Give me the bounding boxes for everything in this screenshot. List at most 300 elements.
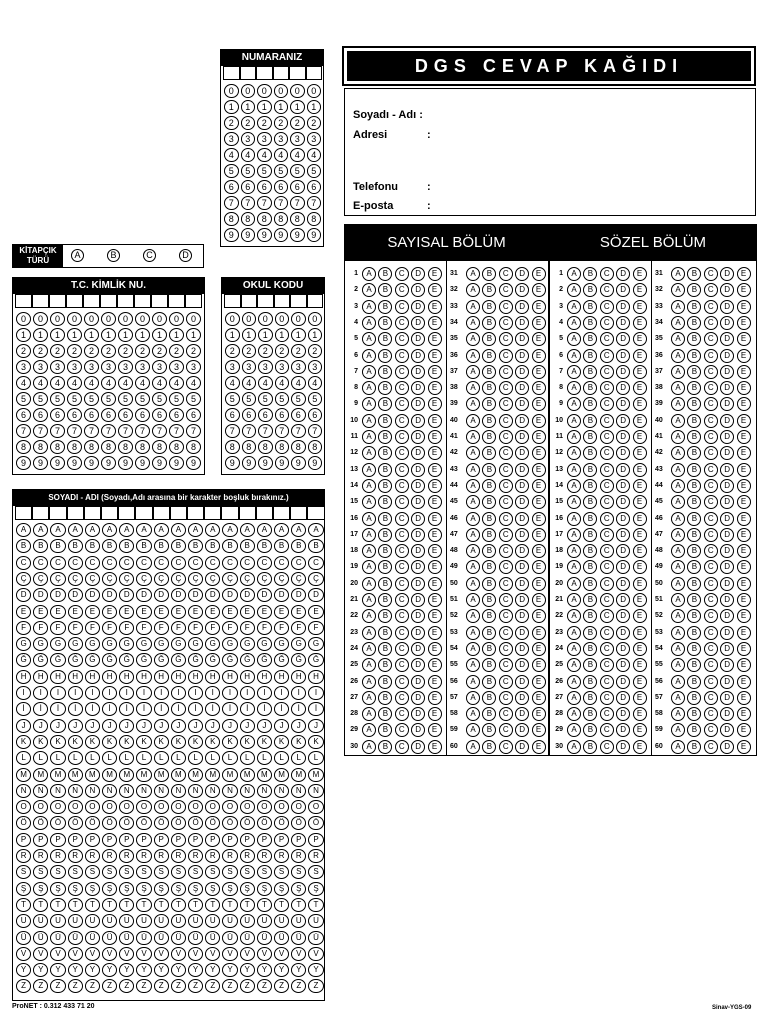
soyadi-letter-bubble[interactable]: B	[50, 539, 65, 553]
answer-bubble-a[interactable]: A	[362, 414, 376, 428]
tc-digit-bubble[interactable]: 9	[16, 456, 31, 470]
answer-bubble-c[interactable]: C	[704, 332, 718, 346]
numaraniz-digit-bubble[interactable]: 6	[241, 180, 256, 194]
soyadi-letter-bubble[interactable]: Ç	[154, 572, 169, 586]
answer-bubble-d[interactable]: D	[720, 430, 734, 444]
soyadi-letter-bubble[interactable]: Ş	[171, 882, 186, 896]
numaraniz-digit-bubble[interactable]: 3	[307, 132, 322, 146]
answer-bubble-b[interactable]: B	[687, 283, 701, 297]
answer-bubble-c[interactable]: C	[395, 723, 409, 737]
answer-bubble-b[interactable]: B	[482, 609, 496, 623]
answer-bubble-e[interactable]: E	[532, 479, 546, 493]
okul-digit-bubble[interactable]: 7	[308, 424, 323, 438]
tc-digit-bubble[interactable]: 3	[135, 360, 150, 374]
answer-bubble-e[interactable]: E	[737, 609, 751, 623]
answer-bubble-c[interactable]: C	[395, 349, 409, 363]
answer-bubble-d[interactable]: D	[515, 593, 529, 607]
soyadi-letter-bubble[interactable]: Z	[205, 979, 220, 993]
answer-bubble-a[interactable]: A	[362, 512, 376, 526]
soyadi-letter-bubble[interactable]: I	[50, 686, 65, 700]
soyadi-letter-bubble[interactable]: I	[188, 686, 203, 700]
answer-bubble-c[interactable]: C	[704, 300, 718, 314]
soyadi-letter-bubble[interactable]: P	[240, 833, 255, 847]
tc-digit-bubble[interactable]: 5	[84, 392, 99, 406]
soyadi-letter-bubble[interactable]: Ş	[257, 882, 272, 896]
answer-bubble-c[interactable]: C	[395, 316, 409, 330]
okul-digit-bubble[interactable]: 3	[242, 360, 257, 374]
soyadi-letter-bubble[interactable]: O	[16, 800, 31, 814]
soyadi-letter-bubble[interactable]: Ü	[16, 931, 31, 945]
answer-bubble-e[interactable]: E	[532, 593, 546, 607]
soyadi-letter-bubble[interactable]: F	[154, 621, 169, 635]
answer-bubble-a[interactable]: A	[567, 430, 581, 444]
answer-bubble-c[interactable]: C	[704, 642, 718, 656]
soyadi-letter-bubble[interactable]: V	[154, 947, 169, 961]
tc-digit-bubble[interactable]: 4	[50, 376, 65, 390]
answer-bubble-e[interactable]: E	[428, 300, 442, 314]
answer-bubble-a[interactable]: A	[362, 430, 376, 444]
tc-digit-bubble[interactable]: 4	[135, 376, 150, 390]
soyadi-letter-bubble[interactable]: E	[257, 605, 272, 619]
soyadi-letter-bubble[interactable]: R	[257, 849, 272, 863]
okul-digit-bubble[interactable]: 9	[308, 456, 323, 470]
tc-digit-bubble[interactable]: 6	[152, 408, 167, 422]
tc-digit-bubble[interactable]: 7	[169, 424, 184, 438]
answer-bubble-c[interactable]: C	[395, 626, 409, 640]
numaraniz-digit-bubble[interactable]: 6	[290, 180, 305, 194]
answer-bubble-a[interactable]: A	[567, 544, 581, 558]
answer-bubble-b[interactable]: B	[378, 300, 392, 314]
answer-bubble-a[interactable]: A	[671, 332, 685, 346]
soyadi-letter-bubble[interactable]: J	[171, 719, 186, 733]
soyadi-letter-bubble[interactable]: P	[222, 833, 237, 847]
tc-digit-bubble[interactable]: 6	[169, 408, 184, 422]
answer-bubble-e[interactable]: E	[737, 593, 751, 607]
answer-bubble-c[interactable]: C	[499, 300, 513, 314]
soyadi-letter-bubble[interactable]: G	[188, 637, 203, 651]
soyadi-letter-bubble[interactable]: M	[50, 768, 65, 782]
answer-bubble-b[interactable]: B	[378, 642, 392, 656]
soyadi-letter-bubble[interactable]: M	[171, 768, 186, 782]
answer-bubble-c[interactable]: C	[499, 479, 513, 493]
soyadi-letter-bubble[interactable]: G	[136, 637, 151, 651]
answer-bubble-c[interactable]: C	[600, 316, 614, 330]
okul-digit-bubble[interactable]: 6	[291, 408, 306, 422]
soyadi-letter-bubble[interactable]: İ	[154, 702, 169, 716]
soyadi-letter-bubble[interactable]: Ş	[68, 882, 83, 896]
soyadi-letter-bubble[interactable]: İ	[171, 702, 186, 716]
numaraniz-digit-bubble[interactable]: 9	[290, 228, 305, 242]
soyadi-letter-bubble[interactable]: J	[85, 719, 100, 733]
answer-bubble-a[interactable]: A	[362, 365, 376, 379]
answer-bubble-a[interactable]: A	[466, 528, 480, 542]
soyadi-letter-bubble[interactable]: C	[16, 556, 31, 570]
answer-bubble-e[interactable]: E	[737, 446, 751, 460]
soyadi-letter-bubble[interactable]: Ş	[102, 882, 117, 896]
answer-bubble-c[interactable]: C	[600, 381, 614, 395]
answer-bubble-a[interactable]: A	[466, 626, 480, 640]
soyadi-letter-bubble[interactable]: U	[291, 914, 306, 928]
soyadi-letter-bubble[interactable]: Y	[205, 963, 220, 977]
answer-bubble-d[interactable]: D	[616, 691, 630, 705]
numaraniz-digit-bubble[interactable]: 1	[257, 100, 272, 114]
answer-bubble-c[interactable]: C	[395, 381, 409, 395]
answer-bubble-d[interactable]: D	[616, 675, 630, 689]
okul-write-box[interactable]	[274, 294, 291, 308]
soyadi-letter-bubble[interactable]: C	[188, 556, 203, 570]
numaraniz-write-box[interactable]	[273, 66, 290, 80]
soyadi-letter-bubble[interactable]: Ç	[33, 572, 48, 586]
soyadi-letter-bubble[interactable]: C	[205, 556, 220, 570]
soyadi-letter-bubble[interactable]: Ç	[257, 572, 272, 586]
answer-bubble-b[interactable]: B	[687, 544, 701, 558]
okul-digit-bubble[interactable]: 1	[242, 328, 257, 342]
soyadi-write-box[interactable]	[49, 506, 66, 520]
answer-bubble-c[interactable]: C	[600, 479, 614, 493]
soyadi-letter-bubble[interactable]: C	[136, 556, 151, 570]
soyadi-letter-bubble[interactable]: R	[274, 849, 289, 863]
answer-bubble-a[interactable]: A	[362, 740, 376, 754]
answer-bubble-e[interactable]: E	[428, 414, 442, 428]
soyadi-letter-bubble[interactable]: Ğ	[50, 653, 65, 667]
okul-digit-bubble[interactable]: 2	[258, 344, 273, 358]
soyadi-letter-bubble[interactable]: Y	[16, 963, 31, 977]
soyadi-letter-bubble[interactable]: F	[188, 621, 203, 635]
soyadi-letter-bubble[interactable]: Ö	[274, 816, 289, 830]
soyadi-letter-bubble[interactable]: İ	[222, 702, 237, 716]
answer-bubble-c[interactable]: C	[600, 446, 614, 460]
tc-digit-bubble[interactable]: 6	[135, 408, 150, 422]
answer-bubble-c[interactable]: C	[600, 609, 614, 623]
answer-bubble-d[interactable]: D	[720, 740, 734, 754]
answer-bubble-b[interactable]: B	[482, 267, 496, 281]
tc-digit-bubble[interactable]: 5	[118, 392, 133, 406]
tc-digit-bubble[interactable]: 0	[67, 312, 82, 326]
soyadi-letter-bubble[interactable]: K	[119, 735, 134, 749]
tc-digit-bubble[interactable]: 3	[33, 360, 48, 374]
soyadi-letter-bubble[interactable]: C	[154, 556, 169, 570]
soyadi-letter-bubble[interactable]: B	[274, 539, 289, 553]
answer-bubble-e[interactable]: E	[532, 316, 546, 330]
numaraniz-digit-bubble[interactable]: 2	[290, 116, 305, 130]
soyadi-letter-bubble[interactable]: B	[16, 539, 31, 553]
soyadi-letter-bubble[interactable]: Y	[50, 963, 65, 977]
answer-bubble-e[interactable]: E	[428, 397, 442, 411]
soyadi-letter-bubble[interactable]: Ğ	[68, 653, 83, 667]
answer-bubble-b[interactable]: B	[583, 512, 597, 526]
tc-digit-bubble[interactable]: 8	[84, 440, 99, 454]
tc-digit-bubble[interactable]: 7	[67, 424, 82, 438]
soyadi-letter-bubble[interactable]: N	[291, 784, 306, 798]
answer-bubble-c[interactable]: C	[499, 723, 513, 737]
soyadi-write-box[interactable]	[204, 506, 221, 520]
soyadi-letter-bubble[interactable]: S	[240, 865, 255, 879]
answer-bubble-b[interactable]: B	[482, 528, 496, 542]
answer-bubble-a[interactable]: A	[567, 560, 581, 574]
soyadi-letter-bubble[interactable]: H	[119, 670, 134, 684]
tc-digit-bubble[interactable]: 6	[118, 408, 133, 422]
numaraniz-digit-bubble[interactable]: 9	[241, 228, 256, 242]
soyadi-letter-bubble[interactable]: Ö	[222, 816, 237, 830]
answer-bubble-d[interactable]: D	[411, 381, 425, 395]
tc-digit-bubble[interactable]: 4	[169, 376, 184, 390]
soyadi-letter-bubble[interactable]: H	[274, 670, 289, 684]
answer-bubble-d[interactable]: D	[720, 365, 734, 379]
answer-bubble-a[interactable]: A	[567, 609, 581, 623]
soyadi-letter-bubble[interactable]: O	[171, 800, 186, 814]
answer-bubble-b[interactable]: B	[378, 446, 392, 460]
soyadi-letter-bubble[interactable]: Ş	[136, 882, 151, 896]
numaraniz-write-box[interactable]	[223, 66, 240, 80]
answer-bubble-e[interactable]: E	[633, 316, 647, 330]
answer-bubble-e[interactable]: E	[428, 283, 442, 297]
numaraniz-digit-bubble[interactable]: 2	[241, 116, 256, 130]
answer-bubble-c[interactable]: C	[395, 560, 409, 574]
soyadi-letter-bubble[interactable]: L	[16, 751, 31, 765]
answer-bubble-b[interactable]: B	[482, 283, 496, 297]
soyadi-letter-bubble[interactable]: Z	[102, 979, 117, 993]
answer-bubble-e[interactable]: E	[428, 381, 442, 395]
answer-bubble-c[interactable]: C	[499, 544, 513, 558]
soyadi-letter-bubble[interactable]: U	[240, 914, 255, 928]
soyadi-letter-bubble[interactable]: D	[102, 588, 117, 602]
okul-digit-bubble[interactable]: 9	[275, 456, 290, 470]
soyadi-letter-bubble[interactable]: Ö	[119, 816, 134, 830]
soyadi-letter-bubble[interactable]: A	[136, 523, 151, 537]
soyadi-letter-bubble[interactable]: N	[16, 784, 31, 798]
tc-write-box[interactable]	[83, 294, 100, 308]
answer-bubble-b[interactable]: B	[687, 267, 701, 281]
numaraniz-digit-bubble[interactable]: 0	[307, 84, 322, 98]
numaraniz-digit-bubble[interactable]: 5	[241, 164, 256, 178]
answer-bubble-c[interactable]: C	[704, 723, 718, 737]
answer-bubble-d[interactable]: D	[720, 316, 734, 330]
answer-bubble-e[interactable]: E	[532, 691, 546, 705]
soyadi-letter-bubble[interactable]: O	[68, 800, 83, 814]
soyadi-letter-bubble[interactable]: Ş	[33, 882, 48, 896]
answer-bubble-e[interactable]: E	[428, 691, 442, 705]
answer-bubble-a[interactable]: A	[671, 349, 685, 363]
soyadi-write-box[interactable]	[84, 506, 101, 520]
answer-bubble-b[interactable]: B	[378, 691, 392, 705]
answer-bubble-e[interactable]: E	[428, 593, 442, 607]
soyadi-letter-bubble[interactable]: Z	[308, 979, 323, 993]
tc-digit-bubble[interactable]: 1	[33, 328, 48, 342]
soyadi-letter-bubble[interactable]: R	[119, 849, 134, 863]
answer-bubble-c[interactable]: C	[704, 414, 718, 428]
answer-bubble-c[interactable]: C	[499, 332, 513, 346]
answer-bubble-e[interactable]: E	[737, 414, 751, 428]
soyadi-letter-bubble[interactable]: D	[274, 588, 289, 602]
answer-bubble-b[interactable]: B	[687, 577, 701, 591]
okul-digit-bubble[interactable]: 8	[225, 440, 240, 454]
answer-bubble-a[interactable]: A	[671, 609, 685, 623]
answer-bubble-d[interactable]: D	[411, 316, 425, 330]
answer-bubble-a[interactable]: A	[362, 463, 376, 477]
answer-bubble-d[interactable]: D	[515, 463, 529, 477]
tc-digit-bubble[interactable]: 0	[169, 312, 184, 326]
soyadi-letter-bubble[interactable]: K	[240, 735, 255, 749]
soyadi-letter-bubble[interactable]: Ö	[85, 816, 100, 830]
soyadi-letter-bubble[interactable]: Z	[291, 979, 306, 993]
answer-bubble-e[interactable]: E	[532, 463, 546, 477]
answer-bubble-b[interactable]: B	[583, 365, 597, 379]
answer-bubble-d[interactable]: D	[616, 283, 630, 297]
answer-bubble-d[interactable]: D	[515, 528, 529, 542]
answer-bubble-e[interactable]: E	[428, 365, 442, 379]
soyadi-letter-bubble[interactable]: Ü	[291, 931, 306, 945]
answer-bubble-c[interactable]: C	[704, 479, 718, 493]
answer-bubble-a[interactable]: A	[671, 316, 685, 330]
answer-bubble-c[interactable]: C	[499, 267, 513, 281]
answer-bubble-b[interactable]: B	[583, 707, 597, 721]
tc-write-box[interactable]	[151, 294, 168, 308]
tc-digit-bubble[interactable]: 2	[50, 344, 65, 358]
answer-bubble-c[interactable]: C	[704, 316, 718, 330]
answer-bubble-e[interactable]: E	[532, 740, 546, 754]
answer-bubble-c[interactable]: C	[600, 577, 614, 591]
answer-bubble-e[interactable]: E	[428, 316, 442, 330]
numaraniz-digit-bubble[interactable]: 4	[290, 148, 305, 162]
answer-bubble-b[interactable]: B	[482, 512, 496, 526]
soyadi-letter-bubble[interactable]: U	[33, 914, 48, 928]
answer-bubble-e[interactable]: E	[737, 675, 751, 689]
numaraniz-digit-bubble[interactable]: 3	[274, 132, 289, 146]
soyadi-letter-bubble[interactable]: G	[222, 637, 237, 651]
soyadi-letter-bubble[interactable]: F	[274, 621, 289, 635]
answer-bubble-b[interactable]: B	[482, 740, 496, 754]
numaraniz-digit-bubble[interactable]: 7	[274, 196, 289, 210]
answer-bubble-c[interactable]: C	[499, 381, 513, 395]
answer-bubble-b[interactable]: B	[378, 381, 392, 395]
soyadi-letter-bubble[interactable]: Y	[222, 963, 237, 977]
tc-digit-bubble[interactable]: 0	[135, 312, 150, 326]
answer-bubble-c[interactable]: C	[600, 365, 614, 379]
answer-bubble-d[interactable]: D	[515, 381, 529, 395]
answer-bubble-b[interactable]: B	[583, 414, 597, 428]
answer-bubble-b[interactable]: B	[687, 300, 701, 314]
soyadi-letter-bubble[interactable]: A	[291, 523, 306, 537]
soyadi-letter-bubble[interactable]: D	[188, 588, 203, 602]
answer-bubble-e[interactable]: E	[428, 446, 442, 460]
answer-bubble-c[interactable]: C	[704, 609, 718, 623]
answer-bubble-b[interactable]: B	[583, 479, 597, 493]
answer-bubble-b[interactable]: B	[378, 707, 392, 721]
soyadi-letter-bubble[interactable]: E	[154, 605, 169, 619]
soyadi-letter-bubble[interactable]: G	[291, 637, 306, 651]
answer-bubble-a[interactable]: A	[567, 479, 581, 493]
answer-bubble-d[interactable]: D	[616, 381, 630, 395]
soyadi-letter-bubble[interactable]: N	[171, 784, 186, 798]
soyadi-letter-bubble[interactable]: K	[16, 735, 31, 749]
answer-bubble-a[interactable]: A	[362, 675, 376, 689]
answer-bubble-b[interactable]: B	[482, 430, 496, 444]
answer-bubble-a[interactable]: A	[362, 283, 376, 297]
tc-digit-bubble[interactable]: 7	[118, 424, 133, 438]
answer-bubble-a[interactable]: A	[671, 479, 685, 493]
answer-bubble-d[interactable]: D	[411, 609, 425, 623]
soyadi-letter-bubble[interactable]: S	[33, 865, 48, 879]
answer-bubble-d[interactable]: D	[411, 544, 425, 558]
tc-digit-bubble[interactable]: 2	[67, 344, 82, 358]
soyadi-letter-bubble[interactable]: R	[154, 849, 169, 863]
answer-bubble-a[interactable]: A	[671, 544, 685, 558]
soyadi-letter-bubble[interactable]: H	[222, 670, 237, 684]
answer-bubble-b[interactable]: B	[482, 723, 496, 737]
numaraniz-digit-bubble[interactable]: 6	[307, 180, 322, 194]
numaraniz-digit-bubble[interactable]: 1	[274, 100, 289, 114]
tc-digit-bubble[interactable]: 5	[16, 392, 31, 406]
answer-bubble-d[interactable]: D	[616, 332, 630, 346]
soyadi-letter-bubble[interactable]: Ş	[119, 882, 134, 896]
tc-digit-bubble[interactable]: 8	[16, 440, 31, 454]
soyadi-letter-bubble[interactable]: O	[154, 800, 169, 814]
soyadi-letter-bubble[interactable]: I	[171, 686, 186, 700]
answer-bubble-c[interactable]: C	[704, 446, 718, 460]
soyadi-letter-bubble[interactable]: V	[119, 947, 134, 961]
soyadi-letter-bubble[interactable]: N	[68, 784, 83, 798]
answer-bubble-d[interactable]: D	[616, 560, 630, 574]
answer-bubble-a[interactable]: A	[362, 642, 376, 656]
tc-digit-bubble[interactable]: 6	[67, 408, 82, 422]
soyadi-letter-bubble[interactable]: V	[308, 947, 323, 961]
answer-bubble-a[interactable]: A	[362, 707, 376, 721]
answer-bubble-b[interactable]: B	[378, 414, 392, 428]
soyadi-letter-bubble[interactable]: K	[85, 735, 100, 749]
soyadi-letter-bubble[interactable]: O	[274, 800, 289, 814]
soyadi-letter-bubble[interactable]: I	[154, 686, 169, 700]
answer-bubble-b[interactable]: B	[687, 691, 701, 705]
tc-digit-bubble[interactable]: 9	[67, 456, 82, 470]
answer-bubble-d[interactable]: D	[616, 609, 630, 623]
answer-bubble-b[interactable]: B	[687, 707, 701, 721]
soyadi-letter-bubble[interactable]: U	[188, 914, 203, 928]
answer-bubble-c[interactable]: C	[600, 528, 614, 542]
soyadi-letter-bubble[interactable]: J	[222, 719, 237, 733]
soyadi-letter-bubble[interactable]: Y	[188, 963, 203, 977]
answer-bubble-e[interactable]: E	[428, 267, 442, 281]
answer-bubble-a[interactable]: A	[466, 642, 480, 656]
soyadi-letter-bubble[interactable]: L	[274, 751, 289, 765]
soyadi-letter-bubble[interactable]: M	[119, 768, 134, 782]
tc-digit-bubble[interactable]: 5	[101, 392, 116, 406]
numaraniz-digit-bubble[interactable]: 8	[241, 212, 256, 226]
tc-digit-bubble[interactable]: 2	[16, 344, 31, 358]
soyadi-letter-bubble[interactable]: Y	[171, 963, 186, 977]
answer-bubble-e[interactable]: E	[633, 593, 647, 607]
answer-bubble-e[interactable]: E	[737, 365, 751, 379]
soyadi-letter-bubble[interactable]: T	[257, 898, 272, 912]
answer-bubble-c[interactable]: C	[704, 577, 718, 591]
tc-digit-bubble[interactable]: 2	[135, 344, 150, 358]
tc-digit-bubble[interactable]: 2	[33, 344, 48, 358]
answer-bubble-d[interactable]: D	[720, 691, 734, 705]
soyadi-letter-bubble[interactable]: A	[50, 523, 65, 537]
soyadi-letter-bubble[interactable]: L	[68, 751, 83, 765]
soyadi-letter-bubble[interactable]: Ş	[188, 882, 203, 896]
answer-bubble-c[interactable]: C	[499, 691, 513, 705]
answer-bubble-e[interactable]: E	[737, 479, 751, 493]
soyadi-letter-bubble[interactable]: P	[50, 833, 65, 847]
numaraniz-digit-bubble[interactable]: 5	[257, 164, 272, 178]
soyadi-letter-bubble[interactable]: B	[102, 539, 117, 553]
soyadi-letter-bubble[interactable]: Z	[136, 979, 151, 993]
soyadi-letter-bubble[interactable]: S	[154, 865, 169, 879]
numaraniz-digit-bubble[interactable]: 3	[290, 132, 305, 146]
soyadi-letter-bubble[interactable]: N	[274, 784, 289, 798]
soyadi-letter-bubble[interactable]: Ç	[222, 572, 237, 586]
soyadi-letter-bubble[interactable]: F	[257, 621, 272, 635]
